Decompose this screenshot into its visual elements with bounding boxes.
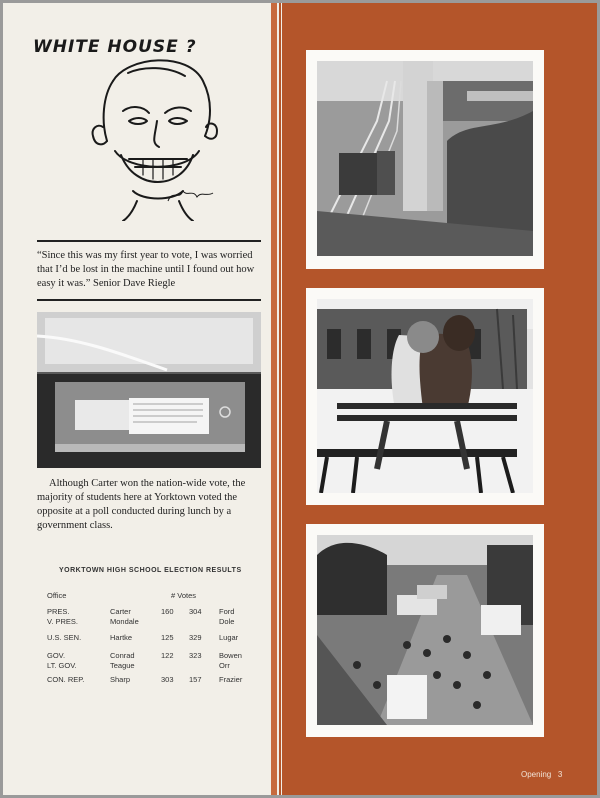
candidate-a: Carter: [110, 607, 131, 616]
office: CON. REP.: [47, 675, 85, 684]
office: PRES.: [47, 607, 70, 616]
office-secondary: LT. GOV.: [47, 661, 77, 670]
candidate-b: Lugar: [219, 633, 239, 642]
quote-rule-top: [37, 240, 261, 242]
page-number: 3: [557, 770, 563, 779]
cartoon-title: WHITE HOUSE ?: [33, 37, 197, 57]
photo-frame-parade: [306, 524, 544, 737]
candidate-b: Frazier: [219, 675, 243, 684]
photo-frame-bench: [306, 288, 544, 505]
candidate-a-running-mate: Mondale: [110, 617, 139, 626]
decorative-stripe-thin: [279, 3, 281, 795]
votes-b: 157: [189, 675, 202, 684]
candidate-a: Conrad: [110, 651, 135, 660]
student-quote: “Since this was my first year to vote, I was worried that I’d be lost in the machine until I found out how easy it was.” Senior Dave Riegle: [37, 250, 255, 289]
quote-rule-bottom: [37, 299, 261, 301]
candidate-b: Ford: [219, 607, 235, 616]
bench-photo: [317, 299, 533, 493]
candidate-a-running-mate: Teague: [110, 661, 135, 670]
voting-machine-photo: [37, 312, 261, 468]
office: GOV.: [47, 651, 66, 660]
railroad-photo: [317, 61, 533, 256]
caricature-drawing: [73, 51, 233, 221]
candidate-a: Sharp: [110, 675, 131, 684]
page-footer: [521, 770, 562, 779]
office-header: Office: [47, 591, 67, 600]
photo-frame-railroad: [306, 50, 544, 269]
votes-b: 304: [189, 607, 202, 616]
section-name: Opening: [521, 770, 552, 779]
candidate-a: Hartke: [110, 633, 133, 642]
votes-b: 323: [189, 651, 202, 660]
candidate-b-running-mate: Dole: [219, 617, 235, 626]
decorative-stripe: [271, 3, 277, 795]
candidate-b-running-mate: Orr: [219, 661, 230, 670]
votes-b: 329: [189, 633, 202, 642]
results-title: YORKTOWN HIGH SCHOOL ELECTION RESULTS: [59, 567, 242, 574]
votes-a: 125: [161, 633, 174, 642]
votes-a: 122: [161, 651, 174, 660]
votes-header: # Votes: [171, 591, 197, 600]
office-secondary: V. PRES.: [47, 617, 78, 626]
candidate-b: Bowen: [219, 651, 242, 660]
yearbook-page: [3, 3, 597, 795]
parade-photo: [317, 535, 533, 725]
results-caption: Although Carter won the nation-wide vote, the majority of students here at Yorktown voted the opposite at a poll conducted during lunch by a government class.: [37, 478, 246, 531]
votes-a: 303: [161, 675, 174, 684]
votes-a: 160: [161, 607, 174, 616]
office: U.S. SEN.: [47, 633, 82, 642]
